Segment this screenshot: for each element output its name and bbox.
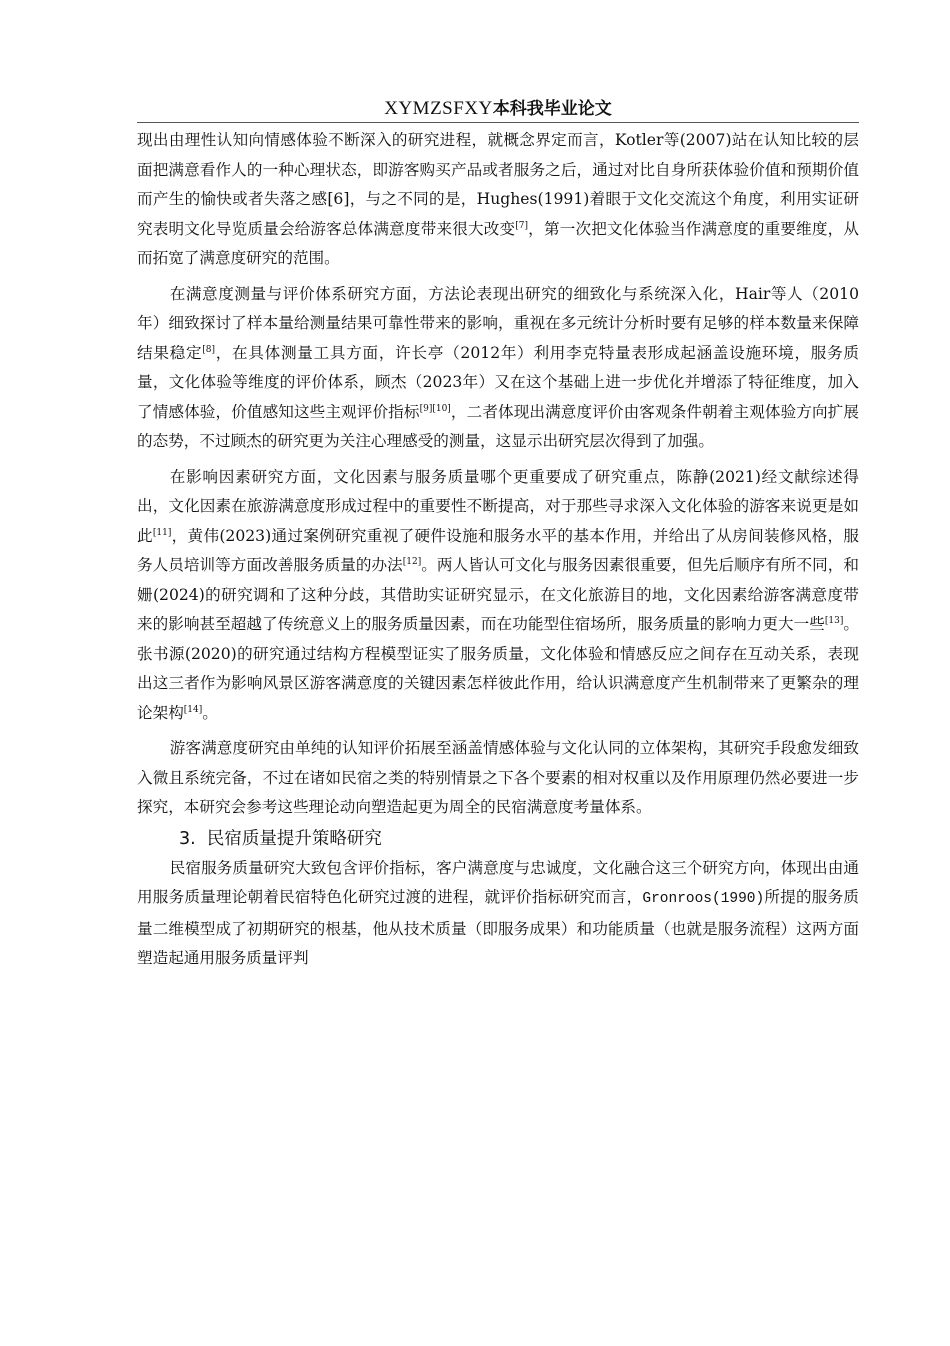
- paragraph-5: [137, 854, 859, 974]
- paragraph-text: 在满意度测量与评价体系研究方面，方法论表现出研究的细致化与系统深入化，Hair等人（2010年）细致探讨了样本量给测量结果可靠性带来的影响，重视在多元统计分析时要有足够的样本数量来保障结果稳定: [137, 284, 859, 362]
- citation-ref: [8]: [202, 344, 216, 355]
- paragraph-text: 现出由理性认知向情感体验不断深入的研究进程，就概念界定而言，Kotler等(2007)站在认知比较的层面把满意看作人的一种心理状态，即游客购买产品或者服务之后，通过对比自身所获体验价值和预期价值而产生的愉快或者失落之感[6]，与之不同的是，Hughes(1991)着眼于文化交流这个角度，利用实证研究表明文化导览质量会给游客总体满意度带来很大改变: [137, 131, 859, 238]
- header-school-code: XYMZSFXY: [384, 98, 493, 119]
- paragraph-text: 所提的服务质量二维模型成了初期研究的根基，他从技术质量（即服务成果）和功能质量（也就是服务流程）这两方面塑造起通用服务质量评判: [137, 888, 859, 967]
- paragraph-text: 。 张书源(2020)的研究通过结构方程模型证实了服务质量，文化体验和情感反应之间存在互动关系，表现出这三者作为影响风景区游客满意度的关键因素怎样彼此作用，给认识满意度产生机制带来了更繁杂的理论架构: [137, 615, 859, 722]
- paragraph-text: 。: [202, 703, 218, 722]
- section-heading: [137, 824, 859, 854]
- header-thesis-label: 本科我毕业论文: [492, 99, 612, 119]
- citation-ref: [9][10]: [419, 403, 451, 414]
- section-title: 民宿质量提升策略研究: [206, 828, 382, 849]
- citation-ref: [11]: [152, 527, 172, 538]
- paragraph-text: ，黄伟(2023)通过案例研究重视了硬件设施和服务水平的基本作用，并给出了从房间装修风格，服务人员培训等方面改善服务质量的办法: [137, 526, 859, 574]
- citation-ref: [12]: [402, 557, 422, 567]
- paragraph-2: [137, 280, 859, 457]
- section-number: 3.: [179, 828, 196, 849]
- citation-ref: [7]: [515, 220, 529, 231]
- paragraph-3: [137, 463, 859, 729]
- paragraph-text: ，二者体现出满意度评价由客观条件朝着主观体验方向扩展的态势，不过顾杰的研究更为关注心理感受的测量，这显示出研究层次得到了加强。: [137, 402, 859, 450]
- paragraph-text: 在影响因素研究方面，文化因素与服务质量哪个更重要成了研究重点，陈静(2021)经文献综述得出，文化因素在旅游满意度形成过程中的重要性不断提高，对于那些寻求深入文化体验的游客来说更是如此: [137, 467, 859, 545]
- page-header: [137, 94, 859, 123]
- document-body: [137, 126, 859, 974]
- paragraph-text: 游客满意度研究由单纯的认知评价拓展至涵盖情感体验与文化认同的立体架构，其研究手段愈发细致入微且系统完备，不过在诸如民宿之类的特别情景之下各个要素的相对权重以及作用原理仍然必要进一步探究，本研究会参考这些理论动向塑造起更为周全的民宿满意度考量体系。: [137, 739, 859, 816]
- paragraph-4: [137, 734, 859, 823]
- paragraph-text: ，在具体测量工具方面，许长亭（2012年）利用李克特量表形成起涵盖设施环境，服务质量，文化体验等维度的评价体系，顾杰（2023年）又在这个基础上进一步优化并增添了特征维度，加入了情感体验，价值感知这些主观评价指标: [137, 343, 859, 421]
- citation-ref: [14]: [183, 704, 203, 715]
- paragraph-text-author: Gronroos(1990): [642, 891, 765, 907]
- paragraph-text: ，第一次把文化体验当作满意度的重要维度，从而拓宽了满意度研究的范围。: [137, 219, 859, 267]
- paragraph-text: 民宿服务质量研究大致包含评价指标，客户满意度与忠诚度，文化融合这三个研究方向，体现出由通用服务质量理论朝着民宿特色化研究过渡的进程，就评价指标研究而言，: [137, 858, 859, 906]
- citation-ref: [13]: [824, 616, 844, 626]
- paragraph-text: 。两人皆认可文化与服务因素很重要，但先后顺序有所不同，和姗(2024)的研究调和了这种分歧，其借助实证研究显示，在文化旅游目的地，文化因素给游客满意度带来的影响甚至超越了传统意义上的服务质量因素，而在功能型住宿场所，服务质量的影响力更大一些: [137, 556, 859, 633]
- paragraph-1: [137, 126, 859, 274]
